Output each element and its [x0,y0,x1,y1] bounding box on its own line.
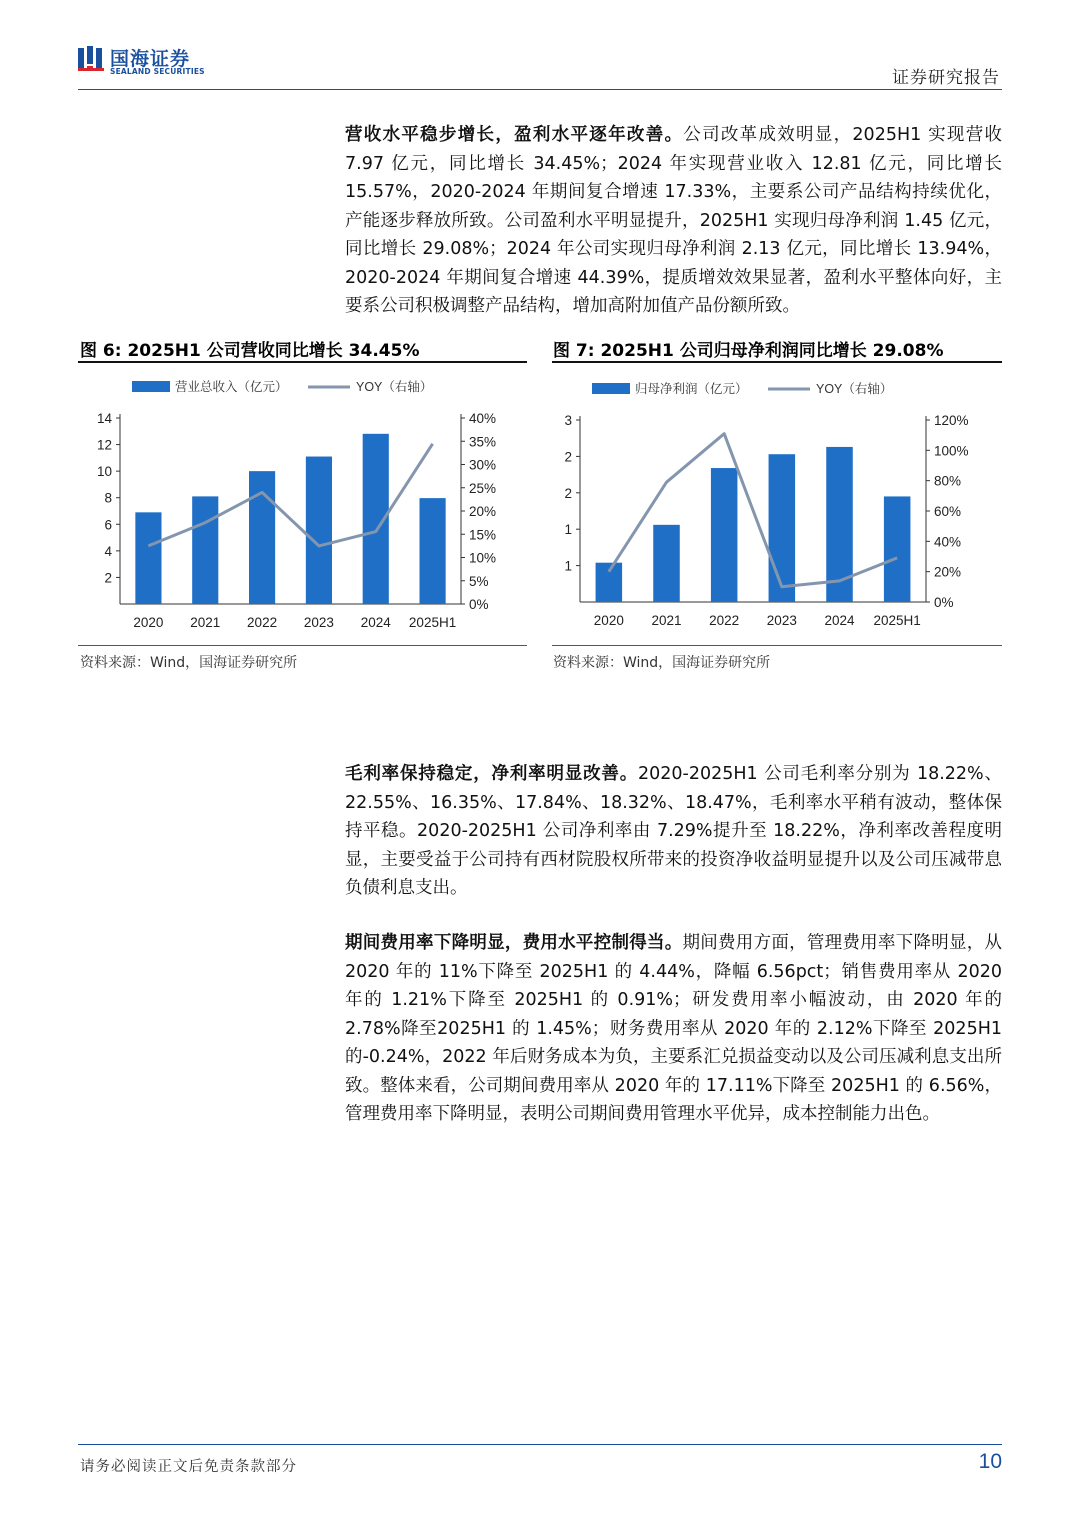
left-tick-label: 6 [104,517,112,533]
chart-legend [592,381,892,396]
x-tick-label: 2020 [593,613,624,628]
chart-legend [132,379,432,394]
paragraph-margin [345,760,1002,903]
right-tick-label: 40% [934,534,962,550]
right-tick-label: 30% [469,457,497,473]
bar-2020 [596,563,623,602]
left-tick-label: 4 [104,543,112,559]
x-tick-label: 2024 [360,615,391,630]
figure-6-bottom-rule [78,645,527,646]
x-tick-label: 2025H1 [408,615,457,630]
figure-7-bottom-rule [552,645,1002,646]
legend-bar-swatch [132,381,170,392]
x-tick-label: 2022 [247,615,278,630]
legend-line-label: YOY（右轴） [356,380,433,394]
paragraph-lead: 期间费用率下降明显，费用水平控制得当。 [345,933,683,953]
x-tick-label: 2021 [190,615,221,630]
figure-7-top-rule [552,361,1002,363]
bar-2023 [306,457,332,604]
bar-2022 [711,468,738,602]
left-tick-label: 2 [564,449,572,465]
footer-divider [78,1444,1002,1445]
x-tick-label: 2025H1 [873,613,921,628]
x-tick-label: 2024 [824,613,855,628]
logo-english-text: SEALAND SECURITIES [110,67,205,76]
paragraph-body: 公司改革成效明显，2025H1 实现营收 7.97 亿元，同比增长 34.45%；2024 年实现营业收入 12.81 亿元，同比增长 15.57%，2020-2024 年期间复合增速 17.33%，主要系公司产品结构持续优化，产能逐步释放所致。公司盈利水平明显提升，2025H1 实现归母净利润 1.45 亿元，同比增长 29.08%；2024 年公司实现归母净利润 2.13 亿元，同比增长 13.94%，2020-2024 年期间复合增速 44.39%，提质增效效果显著，盈利水平整体向好，主要系公司积极调整产品结构，增加高附加值产品份额所致。 [345,125,1002,316]
right-tick-label: 80% [934,473,962,489]
bar-2020 [135,512,161,604]
bar-2021 [653,525,680,602]
figure-6-title: 图 6: 2025H1 公司营收同比增长 34.45% [80,341,420,361]
paragraph-expenses [345,929,1002,1129]
left-tick-label: 3 [564,413,572,428]
left-tick-label: 8 [104,490,112,506]
yoy-line [609,434,897,587]
right-tick-label: 0% [469,597,489,612]
paragraph-lead: 毛利率保持稳定，净利率明显改善。 [345,764,639,784]
left-tick-label: 1 [564,558,572,574]
left-tick-label: 14 [96,411,112,426]
paragraph-body: 期间费用方面，管理费用率下降明显，从 2020 年的 11%下降至 2025H1 的 4.44%，降幅 6.56pct；销售费用率从 2020 年的 1.21%下降至 2025H1 的 0.91%；研发费用率小幅波动，由 2020 年的 2.78%降至2025H1 的 1.45%；财务费用率从 2020 年的 2.12%下降至 2025H1 的-0.24%，2022 年后财务成本为负，主要系汇兑损益变动以及公司压减利息支出所致。整体来看，公司期间费用率从 2020 年的 17.11%下降至 2025H1 的 6.56%，管理费用率下降明显，表明公司期间费用管理水平优异，成本控制能力出色。 [345,933,1003,1124]
x-tick-label: 2023 [766,613,797,628]
x-tick-label: 2021 [651,613,682,628]
right-tick-label: 20% [934,564,962,580]
paragraph-body: 2020-2025H1 公司毛利率分别为 18.22%、22.55%、16.35%、17.84%、18.32%、18.47%，毛利率水平稍有波动，整体保持平稳。2020-2025H1 公司净利率由 7.29%提升至 18.22%，净利率改善程度明显，主要受益于公司持有西材院股权所带来的投资净收益明显提升以及公司压减带息负债利息支出。 [345,764,1002,898]
right-tick-label: 5% [469,573,489,589]
bar-2021 [192,496,218,604]
right-tick-label: 20% [469,504,497,519]
report-type-label: 证券研究报告 [892,68,1000,88]
disclaimer-text: 请务必阅读正文后免责条款部分 [80,1459,297,1475]
left-tick-label: 2 [564,485,572,501]
right-tick-label: 15% [469,527,497,543]
revenue-chart [78,372,527,642]
figure-7-title: 图 7: 2025H1 公司归母净利润同比增长 29.08% [553,341,944,361]
right-tick-label: 120% [934,413,969,428]
paragraph-lead: 营收水平稳步增长，盈利水平逐年改善。 [345,125,684,145]
right-tick-label: 10% [469,550,497,566]
figure-7-source: 资料来源：Wind，国海证券研究所 [553,655,771,671]
legend-bar-label: 归母净利润（亿元） [635,382,748,396]
bar-2023 [769,454,796,602]
left-tick-label: 2 [104,570,112,586]
x-tick-label: 2020 [133,615,164,630]
net-profit-chart [552,372,1002,642]
left-tick-label: 10 [96,464,112,480]
figure-6-source: 资料来源：Wind，国海证券研究所 [80,655,298,671]
left-tick-label: 1 [564,522,572,538]
legend-line-label: YOY（右轴） [816,382,893,396]
right-tick-label: 0% [934,595,954,610]
right-tick-label: 60% [934,504,962,519]
legend-bar-label: 营业总收入（亿元） [175,380,288,394]
legend-bar-swatch [592,383,630,394]
bar-2025H1 [420,498,446,604]
logo-text: 国海证券 [110,48,191,70]
header-divider [78,89,1002,90]
right-tick-label: 100% [934,443,969,459]
left-tick-label: 12 [96,437,112,453]
company-logo-icon [78,46,104,74]
right-tick-label: 25% [469,480,497,496]
x-tick-label: 2023 [303,615,334,630]
right-tick-label: 35% [469,434,497,450]
right-tick-label: 40% [469,411,497,426]
bar-2025H1 [884,496,911,602]
figure-6-top-rule [78,361,527,363]
x-tick-label: 2022 [709,613,740,628]
paragraph-revenue [345,121,1002,321]
page-number: 10 [978,1450,1002,1473]
yoy-line [148,444,432,546]
